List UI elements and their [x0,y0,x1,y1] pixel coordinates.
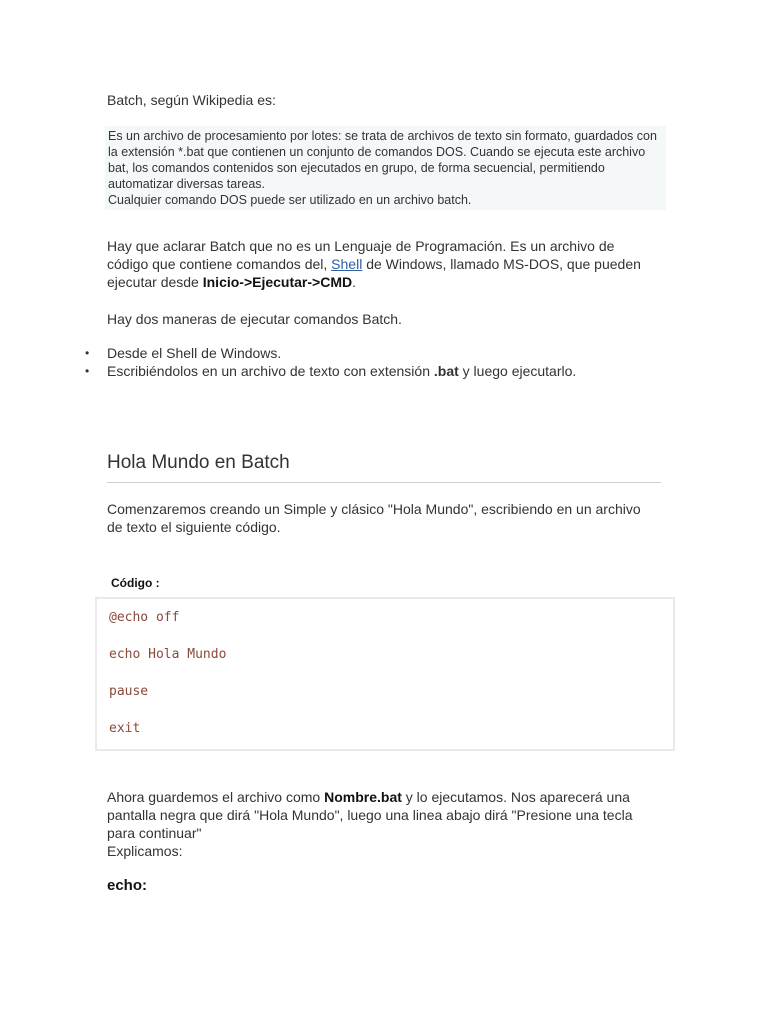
quote-paragraph: Es un archivo de procesamiento por lotes: se trata de archivos de texto sin formato, guardados con la extensión *.bat que contienen un conjunto de comandos DOS. Cuando se ejecuta este archivo bat, los comandos contenidos son ejecutados en grupo, de forma secuencial, permitiendo automatizar diversas tareas. [108,129,657,191]
shell-link[interactable]: Shell [331,256,363,272]
extension-bold: .bat [433,363,459,379]
code-line: exit [109,721,141,736]
paragraph-two-ways: Hay dos maneras de ejecutar comandos Batch. [107,311,402,327]
paragraph-text: de Windows, llamado MS-DOS, que pueden ejecutar desde [107,256,641,290]
wikipedia-quote [105,126,666,210]
paragraph-text: Ahora guardemos el archivo como [107,789,325,805]
code-block[interactable] [95,597,675,751]
paragraph-text: Explicamos: [107,843,183,859]
paragraph-text: Hay que aclarar Batch que no es un Lenguaje de Programación. Es un archivo de código que contiene comandos del, [107,238,615,272]
run-path-bold: Inicio->Ejecutar->CMD [202,274,353,290]
paragraph-save-run [107,788,657,860]
code-line: echo Hola Mundo [109,647,227,662]
code-line: @echo off [109,610,180,625]
intro-text: Batch, según Wikipedia es: [107,92,276,108]
bullet-icon: • [85,346,90,360]
bullet-icon: • [85,364,90,378]
code-line: pause [109,684,149,699]
list-item-text: Escribiéndolos en un archivo de texto con extensión [107,363,434,379]
list-item-text: Desde el Shell de Windows. [107,345,282,361]
list-item [85,362,577,380]
bullet-list [85,344,577,380]
paragraph-intro-code: Comenzaremos creando un Simple y clásico "Hola Mundo", escribiendo en un archivo de texto el siguiente código. [107,501,641,535]
paragraph-batch-clarification [107,237,657,291]
paragraph-text: . [352,274,356,290]
heading-divider [107,482,661,483]
filename-bold: Nombre.bat [324,789,402,805]
code-label: Código : [111,576,160,590]
list-item [85,344,576,362]
section-heading: Hola Mundo en Batch [107,452,290,473]
list-item-text: y luego ejecutarlo. [458,363,577,379]
paragraph-text: y lo ejecutamos. Nos aparecerá una pantalla negra que dirá "Hola Mundo", luego una linea abajo dirá "Presione una tecla para continuar" [107,789,633,841]
echo-subheading: echo: [107,877,148,894]
quote-paragraph-2: Cualquier comando DOS puede ser utilizado en un archivo batch. [108,193,472,207]
